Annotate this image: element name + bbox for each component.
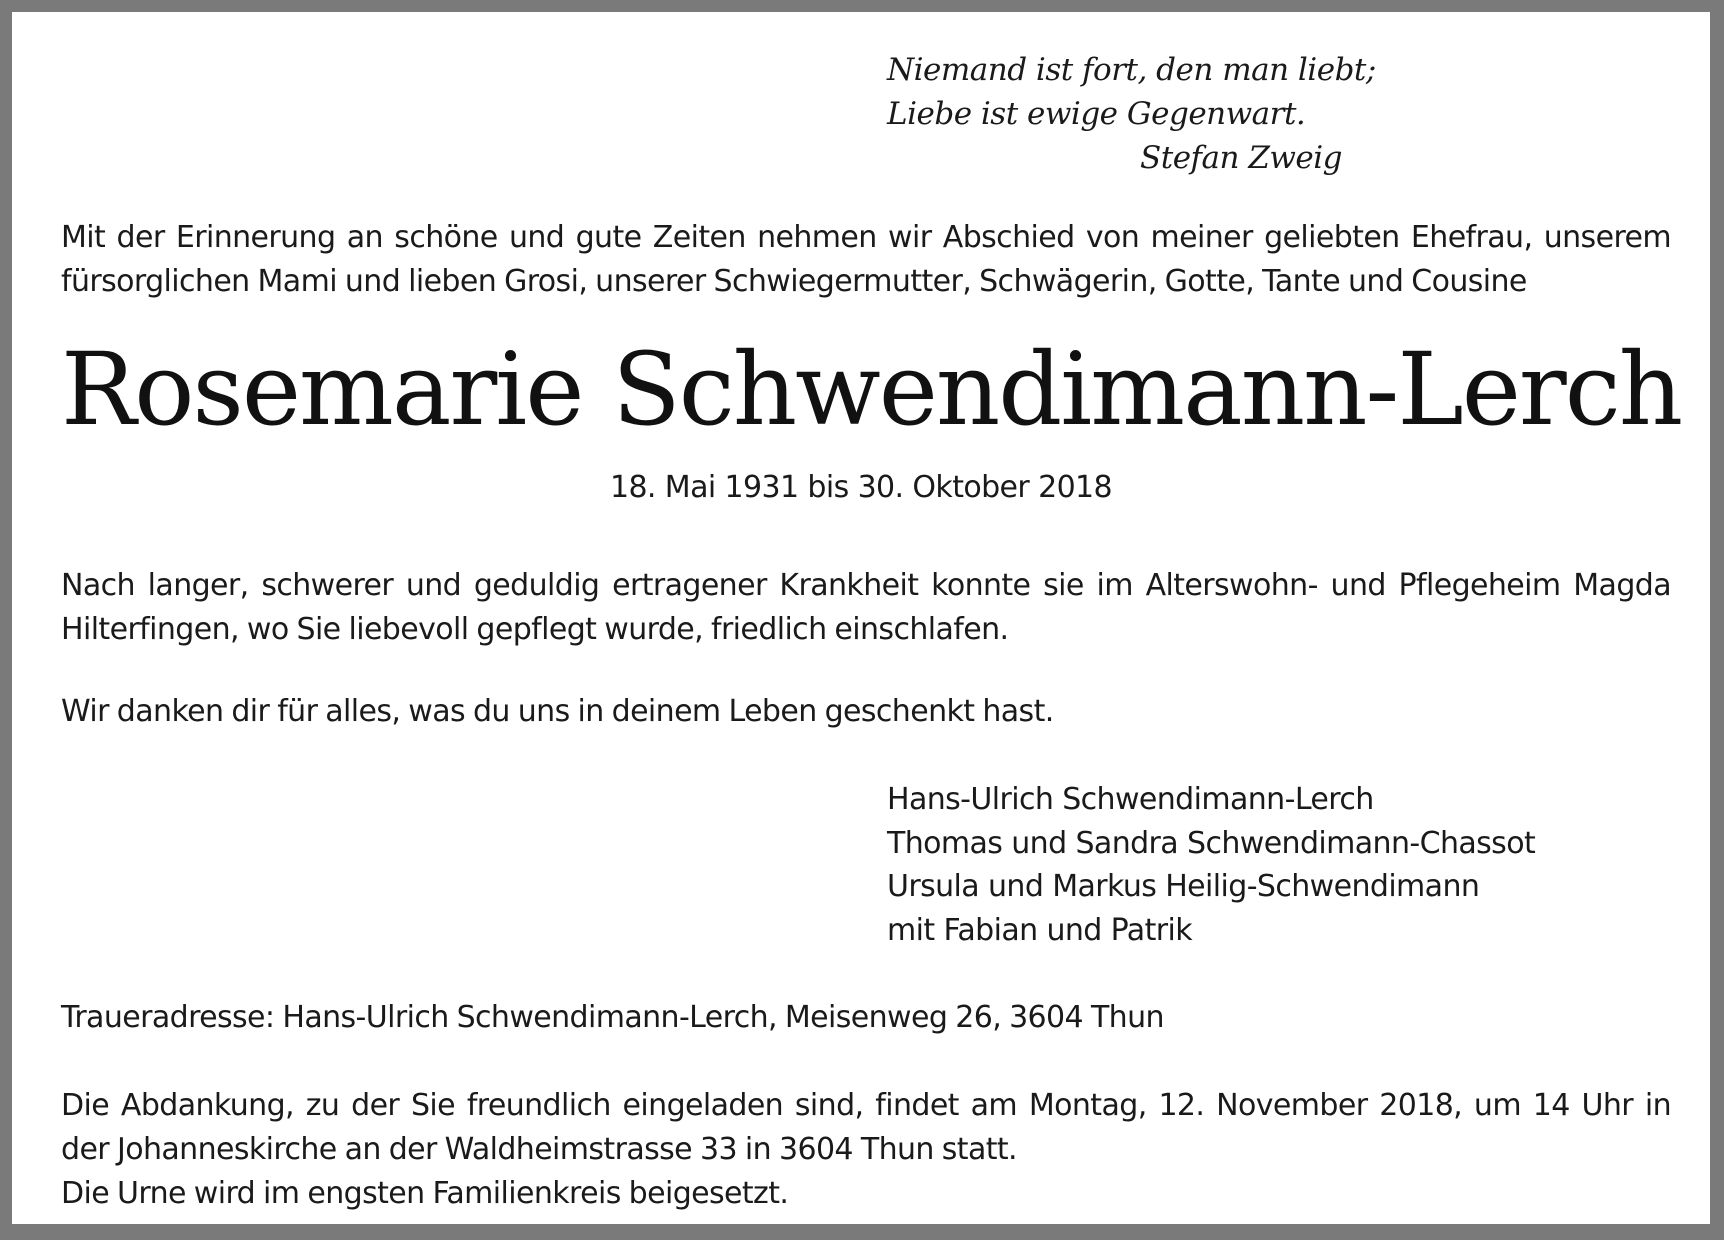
service-paragraph (61, 1084, 1671, 1216)
quote-line: Niemand ist fort, den man liebt; (887, 52, 1376, 88)
service-line: Die Urne wird im engsten Familienkreis beigesetzt. (61, 1176, 789, 1211)
mourner-entry: mit Fabian und Patrik (887, 912, 1192, 948)
thanks-paragraph (61, 690, 1671, 734)
life-dates: 18. Mai 1931 bis 30. Oktober 2018 (609, 470, 1113, 505)
illness-line: Nach langer, schwerer und geduldig ertragener Krankheit konnte sie im Alterswohn- und Pflegeheim Magda (61, 568, 1671, 603)
service-line: der Johanneskirche an der Waldheimstrasse 33 in 3604 Thun statt. (61, 1132, 1017, 1167)
intro-line: Mit der Erinnerung an schöne und gute Zeiten nehmen wir Abschied von meiner geliebten Ehefrau, unserem (61, 220, 1671, 255)
thanks-line: Wir danken dir für alles, was du uns in deinem Leben geschenkt hast. (61, 694, 1054, 729)
mourners-list (887, 778, 1687, 952)
mourner-entry: Hans-Ulrich Schwendimann-Lerch (887, 782, 1374, 817)
mourner-entry: Thomas und Sandra Schwendimann-Chassot (887, 825, 1536, 861)
obituary-page (12, 12, 1710, 1224)
illness-paragraph (61, 564, 1671, 652)
service-line: Die Abdankung, zu der Sie freundlich eingeladen sind, findet am Montag, 12. November 2018, um 14 Uhr in (61, 1088, 1671, 1123)
illness-line: Hilterfingen, wo Sie liebevoll gepflegt wurde, friedlich einschlafen. (61, 612, 1009, 647)
epigraph-quote (887, 48, 1376, 180)
mourner-entry: Ursula und Markus Heilig-Schwendimann (887, 869, 1480, 904)
deceased-name: Rosemarie Schwendimann-Lerch (61, 331, 1682, 448)
quote-author: Stefan Zweig (1140, 140, 1342, 176)
intro-line: fürsorglichen Mami und lieben Grosi, unserer Schwiegermutter, Schwägerin, Gotte, Tante und Cousine (61, 264, 1527, 299)
mourning-address (61, 996, 1671, 1040)
quote-line: Liebe ist ewige Gegenwart. (887, 96, 1306, 132)
address-line: Traueradresse: Hans-Ulrich Schwendimann-Lerch, Meisenweg 26, 3604 Thun (61, 1000, 1164, 1035)
intro-paragraph (61, 216, 1671, 304)
